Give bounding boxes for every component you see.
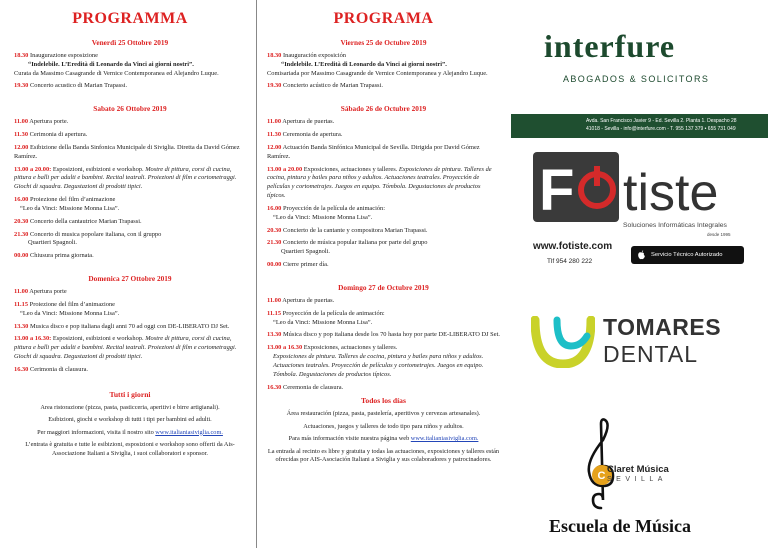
italian-saturday-heading: Sabato 26 Ottobre 2019 [93,104,167,114]
italian-event: 11.00 Apertura porte [14,288,67,296]
spanish-event: 11.00 Apertura de puertas. [267,296,335,304]
italian-title: PROGRAMMA [72,10,188,27]
italian-event: 19.30 Concerto acustico di Marian Trapassi. [14,82,128,90]
spanish-event: 00.00 Cierre primer día. [267,261,329,269]
spanish-sunday-heading: Domingo 27 de Octubre 2019 [338,282,429,292]
fotiste-tagline: Soluciones Informáticas Integrales [623,222,727,229]
tomares-dental-ad[interactable] [511,300,768,390]
italian-event: 12.00 Esibizione della Banda Sinfonica Municipale di Siviglia. Diretta da David Gómez Ramírez. [14,143,240,160]
fotiste-logo-tiste: tiste [623,164,719,222]
spanish-event: 21.30 Concierto de música popular italiana por parte del grupo Quartieri Spagnoli. [267,239,428,256]
apple-badge-label: Servicio Técnico Autorizado [651,252,723,258]
italian-friday-heading: Venerdì 25 Ottobre 2019 [91,38,169,47]
spanish-everyday-text: Actuaciones, juegos y talleres de todo tipo para niños y adultos. [303,422,464,430]
italian-event: 20.30 Concerto della cantautrice Marian Trapassi. [14,217,142,225]
spanish-event: 11.30 Ceremonia de apertura. [267,131,343,139]
italian-everyday-heading: Tutti i giorni [109,389,151,399]
interfure-logo: interfure [544,28,676,64]
claret-c-mark: C [597,470,606,482]
italian-everyday-text: Esibizioni, giochi e workshop di tutti i tipi per bambini ed adulti. [48,416,212,424]
spanish-everyday-text: Para más información visite nuestra página web www.italianiasiviglia.com. [288,435,479,443]
tomares-name: TOMARES [603,314,722,340]
spanish-program-column [257,0,510,548]
spanish-event: 20.30 Concierto de la cantante y compositora Marian Trapassi. [267,226,428,234]
claret-city: SEVILLA [607,476,667,483]
spanish-event: 16.00 Proyección de la película de animación: “Leo da Vinci: Missione Monna Lisa”. [267,204,386,221]
italian-program-column [0,0,256,548]
fotiste-ad[interactable] [511,146,768,276]
italian-everyday-text: Area ristorazione (pizza, pasta, pasticceria, aperitivi e birre artigianali). [40,403,220,411]
spanish-event: 11.15 Proyección de la película de animación: “Leo da Vinci: Missione Monna Lisa”. [267,309,385,326]
spanish-everyday-text: La entrada al recinto es libre y gratuita y todas las actuaciones, exposiciones y talleres están ofrecidas por AIS-Asociación Italiani a Siviglia y sus colaboradores y patrocinadores. [267,447,500,464]
italian-event: 11.00 Apertura porte. [14,118,69,126]
italian-event: 18.30 Inaugurazione esposizione “Indelebile. L’Eredità di Leonardo da Vinci ai giorni nostri”. Curata da Massimo Casagrande di Vernice Contemporanea ed Alejandro Luque. [14,52,219,77]
interfure-contact-line: 41018 - Sevilla - info@interfure.com - T. 955 137 379 • 655 731 049 [586,125,736,132]
italian-everyday-text: L’entrata è gratuita e tutte le esibizioni, esposizioni e workshop sono offerti da Ais-Associazione Italiani a Siviglia, i suoi collaboratori e sponsor. [25,441,235,457]
spanish-event: 13.00 a 16.30 Exposiciones, actuaciones y talleres. Exposiciones de pintura. Talleres de cocina, pintura y bailes para niños y adultos. Actuaciones teatrales. Proyección de películas y cortometrajes. Juegos en equipo. Tómbola. Degustaciones de productos típicos. [267,344,484,378]
tomares-logo-inner [557,320,587,346]
spanish-friday-heading: Viernes 25 de Octubre 2019 [340,38,427,47]
spanish-website-link[interactable]: www.italianiasiviglia.com. [410,435,479,443]
italian-website-link[interactable]: www.italianiasiviglia.com. [155,428,223,436]
fotiste-logo [533,152,745,222]
italian-everyday-text: Per maggiori informazioni, visita il nostro sito www.italianiasiviglia.com. [37,428,223,436]
fotiste-since: desde 1995 [707,232,731,237]
tomares-subname: DENTAL [603,341,699,367]
italian-event: 00.00 Chiusura prima giornata. [14,252,94,260]
italian-sunday-heading: Domenica 27 Ottobre 2019 [88,274,172,284]
italian-event: 21.30 Concerto di musica popolare italiana, con il gruppo Quartieri Spagnoli. [14,230,162,247]
claret-musica-ad[interactable] [511,410,768,548]
spanish-event: 16.30 Ceremonia de clausura. [267,383,344,391]
italian-event: 16.30 Cerimonia di clausura. [14,365,89,373]
spanish-event: 13.30 Música disco y pop italiana desde los 70 hasta hoy por parte DE-LIBERATO DJ Set. [267,331,500,339]
sponsors-column [511,0,768,548]
spanish-event: 11.00 Apertura de puertas. [267,118,335,126]
italian-event: 13.30 Musica disco e pop italiana dagli anni 70 ad oggi con DE-LIBERATO DJ Set. [14,322,230,330]
fotiste-logo-f: F [539,158,575,222]
spanish-everyday-text: Área restauración (pizza, pasta, pastelería, aperitivos y cervezas artesanales). [286,410,481,418]
interfure-ad[interactable] [511,0,768,115]
interfure-address-line: Avda. San Francisco Javier 9 - Ed. Sevilla 2. Planta 1. Despacho 28 [586,118,737,124]
italian-event: 11.15 Proiezione del film d’animazione “Leo da Vinci: Missione Monna Lisa”. [14,300,120,317]
interfure-address-bar [511,114,768,138]
tomares-dental-logo-icon [531,316,595,368]
power-icon-stem [594,166,600,186]
fotiste-website[interactable]: www.fotiste.com [533,241,613,252]
italian-event: 11.30 Cerimonia di apertura. [14,131,88,139]
spanish-event: 13.00 a 20.00 Exposiciones, actuaciones y talleres. Exposiciones de pintura. Talleres de cocina, pintura y bailes para niños y adultos. Actuaciones teatrales. Proyección de películas y cortometrajes. Juegos en equipo. Tómbola. Degustaciones de productos típicos. [267,165,492,200]
italian-event: 16.00 Proiezione del film d’animazione “Leo da Vinci: Missione Monna Lisa”. [14,196,120,212]
interfure-tagline: ABOGADOS & SOLICITORS [563,74,710,84]
spanish-event: 19.30 Concierto acústico de Marian Trapassi. [267,82,383,90]
apple-icon [637,250,646,260]
claret-school: Escuela de Música [549,516,691,536]
spanish-everyday-heading: Todos los días [361,396,406,406]
fotiste-phone: Tlf 954 280 222 [547,258,593,265]
spanish-title: PROGRAMA [333,10,434,27]
claret-name: Claret Música [607,464,669,475]
italian-event: 13.00 a 16.30: Esposizioni, esibizioni e workshop. Mostre di pittura, corsi di cucina, pittura e balli per adulti e bambini. Recital teatrali. Proiezioni di film e cortometraggi. Giochi di squadra. Degustazioni di prodotti tipici. [14,335,237,361]
spanish-saturday-heading: Sábado 26 de Octubre 2019 [340,104,427,114]
apple-service-badge [631,246,744,264]
italian-event: 13.00 a 20.00: Esposizioni, esibizioni e workshop. Mostre di pittura, corsi di cucina, pittura e balli per adulti e bambini. Recital teatrali. Proiezioni di film e cortometraggi. Giochi di squadra. Degustazioni di prodotti tipici. [14,165,237,191]
spanish-event: 12.00 Actuación Banda Sinfónica Municipal de Sevilla. Dirigida por David Gómez Ramírez. [267,143,480,160]
spanish-event: 18.30 Inauguración exposición “Indelebile. L’Eredità di Leonardo da Vinci ai giorni nostri”. Comisariada por Massimo Casagrande de Vernice Contemporanea y Alejandro Luque. [267,52,488,77]
